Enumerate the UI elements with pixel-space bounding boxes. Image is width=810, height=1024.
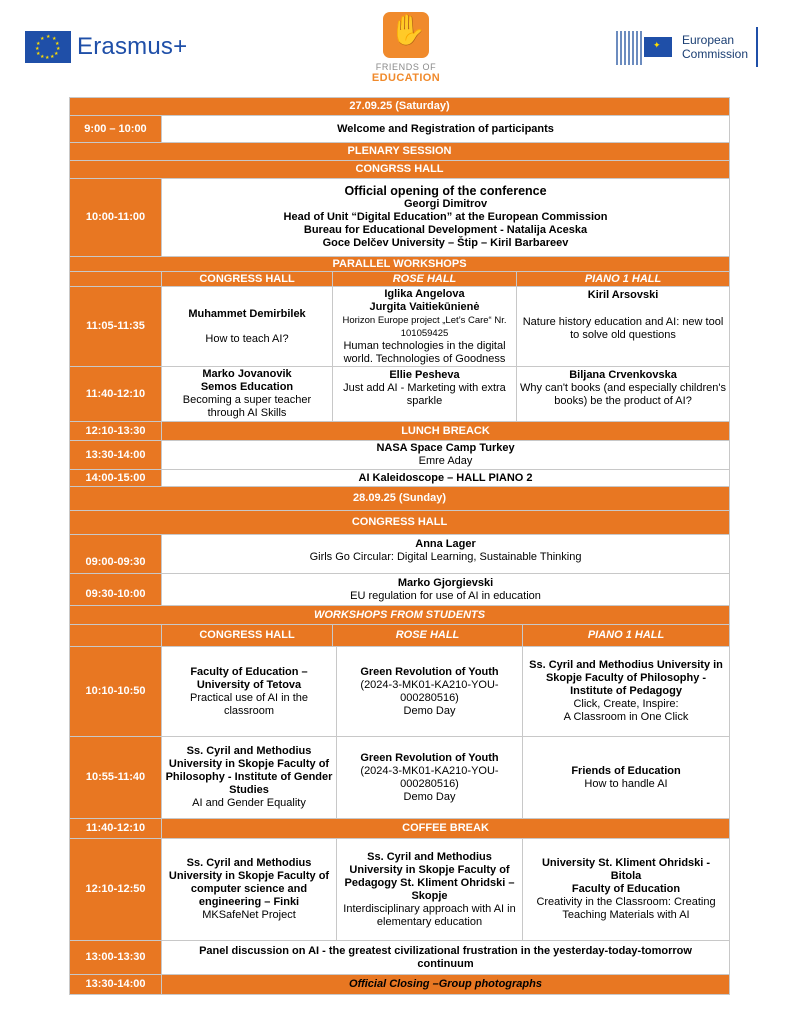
talk-title: Why can't books (and especially children's books) be the product of AI? [520, 382, 726, 407]
talk-title: Practical use of AI in the classroom [189, 691, 308, 717]
talk-title: Just add AI - Marketing with extra sparkle [343, 382, 506, 407]
foe-logo-line1: FRIENDS OF [375, 62, 437, 72]
session-cell [162, 574, 730, 606]
session-cell [162, 647, 337, 737]
speaker-name: Biljana Crvenkovska [569, 369, 677, 381]
opening-line: Bureau for Educational Development - Natalija Aceska [303, 224, 588, 236]
plenary-header: PLENARY SESSION [70, 143, 730, 161]
time-cell: 11:40-12:10 [70, 367, 162, 422]
hands-icon: ✋ [383, 12, 429, 58]
speaker-name: Kiril Arsovski [587, 289, 659, 301]
ec-logo-line1: European [682, 33, 735, 47]
congress-hall-header: CONGRSS HALL [70, 161, 730, 179]
session-cell [523, 839, 730, 941]
hall-header: ROSE HALL [333, 272, 517, 287]
schedule-table [69, 97, 730, 995]
time-cell: 9:00 – 10:00 [70, 116, 162, 143]
institution-name: Faculty of Education [571, 883, 681, 895]
session-cell [162, 367, 333, 422]
opening-line: Goce Delčev University – Štip – Kiril Barbareev [322, 237, 569, 249]
friends-of-education-logo [362, 12, 450, 90]
talk-title: Click, Create, Inspire: [573, 698, 679, 710]
talk-title: Human technologies in the digital world. Technologies of Goodness [343, 339, 506, 365]
opening-line: Georgi Dimitrov [403, 198, 488, 210]
time-cell: 12:10-12:50 [70, 839, 162, 941]
eu-flag-icon: ★ ★ ★ ★ ★ ★ ★ ★ ★ ★ ★ ★ [25, 31, 71, 63]
talk-title: Girls Go Circular: Digital Learning, Sustainable Thinking [309, 551, 582, 563]
talk-title: How to teach AI? [205, 332, 289, 345]
speaker-name: Ellie Pesheva [389, 369, 460, 381]
speaker-name: Jurgita Vaitiekūnienė [369, 300, 480, 313]
time-cell: 09:00-09:30 [70, 535, 162, 574]
time-cell: 10:00-11:00 [70, 179, 162, 257]
institution-name: Ss. Cyril and Methodius University in Skopje Faculty of computer science and engineering – Finki [168, 857, 330, 908]
session-title: AI Kaleidoscope – HALL PIANO 2 [162, 470, 730, 487]
empty-cell [70, 272, 162, 287]
hall-header: CONGRESS HALL [162, 272, 333, 287]
hall-header: CONGRESS HALL [162, 625, 333, 647]
time-cell: 11:05-11:35 [70, 287, 162, 367]
project-info: Horizon Europe project „Let’s Care“ Nr. 101059425 [342, 314, 507, 339]
panel-discussion: Panel discussion on AI - the greatest civilizational frustration in the yesterday-today-tomorrow continuum [162, 941, 730, 975]
lunch-break: LUNCH BREACK [162, 422, 730, 441]
speaker-name: Emre Aday [418, 455, 473, 467]
talk-title: Demo Day [403, 790, 456, 803]
speaker-name: Muhammet Demirbilek [188, 307, 306, 320]
session-cell [162, 737, 337, 819]
speaker-name: Marko Jovanovik [202, 368, 292, 380]
institution-name: Ss. Cyril and Methodius University in Skopje Faculty of Pedagogy St. Kliment Ohridski – Skopje [344, 850, 515, 902]
project-code: (2024-3-MK01-KA210-YOU-000280516) [360, 764, 499, 790]
speaker-name: Anna Lager [415, 538, 476, 550]
time-cell: 13:30-14:00 [70, 975, 162, 995]
session-cell [523, 647, 730, 737]
talk-title: Interdisciplinary approach with AI in elementary education [343, 902, 516, 928]
session-cell [517, 287, 730, 367]
speaker-name: Semos Education [200, 381, 294, 393]
congress-hall-header: CONGRESS HALL [70, 511, 730, 535]
talk-title: Creativity in the Classroom: Creating Teaching Materials with AI [536, 896, 716, 921]
day1-date: 27.09.25 (Saturday) [70, 98, 730, 116]
time-cell: 10:10-10:50 [70, 647, 162, 737]
project-name: Green Revolution of Youth [360, 751, 499, 764]
erasmus-logo-text: Erasmus+ [77, 33, 188, 60]
institution-name: Ss. Cyril and Methodius University in Skopje Faculty of Philosophy - Institute of Gender Studies [165, 745, 333, 796]
time-cell: 11:40-12:10 [70, 819, 162, 839]
hall-header: ROSE HALL [333, 625, 523, 647]
coffee-break: COFFEE BREAK [162, 819, 730, 839]
institution-name: University of Tetova [196, 678, 302, 691]
session-cell [333, 287, 517, 367]
session-cell [162, 839, 337, 941]
time-cell: 13:00-13:30 [70, 941, 162, 975]
talk-title: AI and Gender Equality [192, 797, 306, 809]
session-cell [162, 287, 333, 367]
opening-line: Head of Unit “Digital Education” at the European Commission [283, 211, 608, 223]
talk-title: Demo Day [403, 704, 456, 717]
talk-title: Becoming a super teacher through AI Skills [182, 394, 312, 419]
official-closing: Official Closing –Group photographs [162, 975, 730, 995]
time-cell: 14:00-15:00 [70, 470, 162, 487]
time-cell: 12:10-13:30 [70, 422, 162, 441]
talk-title: MKSafeNet Project [202, 909, 296, 921]
talk-title: How to handle AI [584, 777, 668, 790]
talk-title: A Classroom in One Click [563, 711, 689, 723]
erasmus-logo [25, 30, 187, 64]
session-cell [333, 367, 517, 422]
session-cell [523, 737, 730, 819]
institution-name: Friends of Education [571, 764, 681, 777]
student-workshops-header: WORKSHOPS FROM STUDENTS [70, 606, 730, 625]
institution-name: University St. Kliment Ohridski - Bitola [541, 857, 711, 882]
empty-cell [70, 625, 162, 647]
session-cell [337, 647, 523, 737]
hall-header: PIANO 1 HALL [523, 625, 730, 647]
time-cell: 10:55-11:40 [70, 737, 162, 819]
parallel-workshops-header: PARALLEL WORKSHOPS [70, 257, 730, 272]
project-code: (2024-3-MK01-KA210-YOU-000280516) [360, 678, 499, 704]
opening-session [162, 179, 730, 257]
institution-name: Ss. Cyril and Methodius University in Skopje Faculty of Philosophy - Institute of Pedagogy [529, 659, 723, 697]
ec-building-icon: ✦ [616, 27, 674, 67]
foe-logo-line2: EDUCATION [371, 72, 441, 84]
time-cell: 13:30-14:00 [70, 441, 162, 470]
speaker-name: Marko Gjorgievski [397, 576, 494, 589]
session-cell [162, 441, 730, 470]
hall-header: PIANO 1 HALL [517, 272, 730, 287]
ec-divider [756, 27, 758, 67]
speaker-name: Iglika Angelova [384, 287, 465, 300]
time-cell: 09:30-10:00 [70, 574, 162, 606]
session-title: NASA Space Camp Turkey [376, 442, 515, 454]
project-name: Green Revolution of Youth [360, 665, 499, 678]
session-cell [517, 367, 730, 422]
talk-title: EU regulation for use of AI in education [350, 589, 541, 602]
european-commission-logo [616, 26, 758, 68]
ec-logo-line2: Commission [682, 47, 749, 61]
talk-title: Nature history education and AI: new tool to solve old questions [522, 316, 724, 341]
welcome-title: Welcome and Registration of participants [162, 116, 730, 143]
session-cell [162, 535, 730, 574]
day2-date: 28.09.25 (Sunday) [70, 487, 730, 511]
session-cell [337, 839, 523, 941]
session-cell [337, 737, 523, 819]
page-header [0, 0, 810, 96]
opening-title: Official opening of the conference [344, 184, 547, 198]
institution-name: Faculty of Education – [190, 665, 308, 678]
